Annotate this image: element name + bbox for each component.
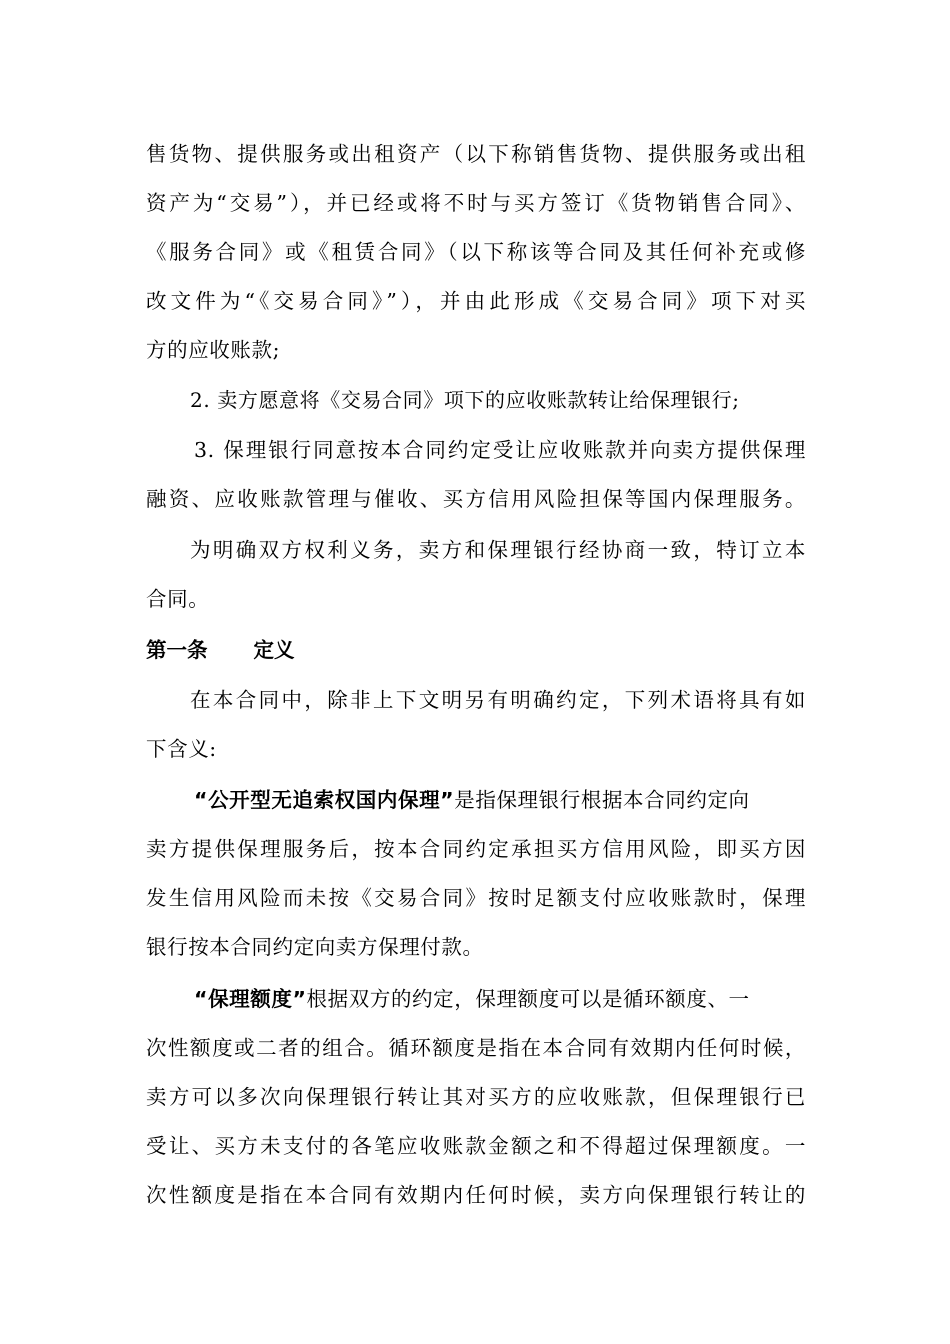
purpose-paragraph: 为明确双方权利义务，卖方和保理银行经协商一致，特订立本 (190, 538, 806, 562)
definition-text: 根据双方的约定，保理额度可以是循环额度、一 (306, 987, 750, 1011)
definition-limit (194, 985, 806, 1013)
defined-term: “公开型无追索权国内保理” (194, 788, 455, 812)
article-heading (146, 636, 295, 664)
paragraph-line: 改文件为“《交易合同》”），并由此形成《交易合同》项下对买 (146, 289, 806, 313)
numbered-item-2: 2. 卖方愿意将《交易合同》项下的应收账款转让给保理银行; (190, 388, 740, 412)
paragraph-line: 方的应收账款; (146, 338, 281, 362)
intro-paragraph: 在本合同中，除非上下文明另有明确约定，下列术语将具有如 (190, 688, 806, 712)
paragraph-line: 次性额度是指在本合同有效期内任何时候，卖方向保理银行转让的 (146, 1183, 806, 1207)
paragraph-line: 资产为“交易”），并已经或将不时与买方签订《货物销售合同》、 (146, 191, 806, 215)
article-number: 第一条 (146, 638, 208, 662)
paragraph-line: 下含义: (146, 737, 217, 761)
paragraph-line: 受让、买方未支付的各笔应收账款金额之和不得超过保理额度。一 (146, 1134, 806, 1158)
paragraph-line: 卖方可以多次向保理银行转让其对买方的应收账款，但保理银行已 (146, 1085, 806, 1109)
numbered-item-3: 3. 保理银行同意按本合同约定受让应收账款并向卖方提供保理 (194, 438, 806, 462)
paragraph-line: 融资、应收账款管理与催收、买方信用风险担保等国内保理服务。 (146, 487, 806, 511)
paragraph-line: 合同。 (146, 587, 210, 611)
definition-text: 是指保理银行根据本合同约定向 (454, 788, 750, 812)
article-title: 定义 (253, 638, 295, 662)
paragraph-line: 银行按本合同约定向卖方保理付款。 (146, 935, 484, 959)
paragraph-line: 售货物、提供服务或出租资产（以下称销售货物、提供服务或出租 (146, 142, 806, 166)
paragraph-line: 卖方提供保理服务后，按本合同约定承担买方信用风险，即买方因 (146, 837, 806, 861)
defined-term: “保理额度” (194, 987, 307, 1011)
definition-factoring (194, 786, 806, 814)
paragraph-line: 《服务合同》或《租赁合同》（以下称该等合同及其任何补充或修 (146, 240, 806, 264)
paragraph-line: 发生信用风险而未按《交易合同》按时足额支付应收账款时，保理 (146, 886, 806, 910)
paragraph-line: 次性额度或二者的组合。循环额度是指在本合同有效期内任何时候， (146, 1036, 806, 1060)
